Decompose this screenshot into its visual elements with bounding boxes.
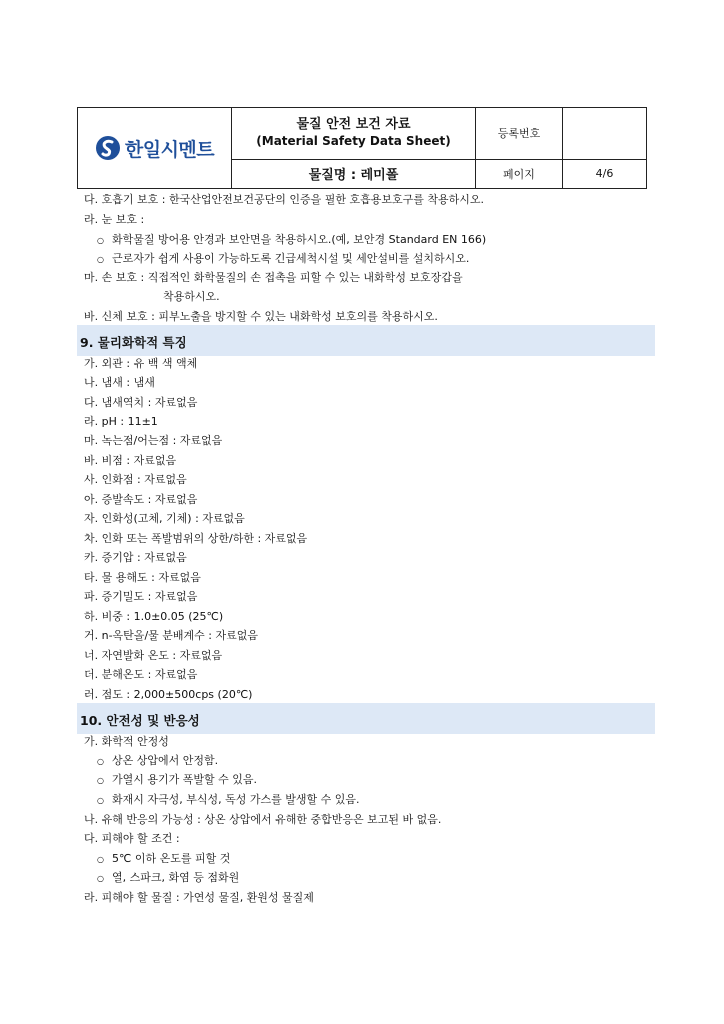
document-title-korean: 물질 안전 보건 자료 (296, 117, 411, 133)
eye-protection-title: 라. 눈 보호 : (84, 213, 145, 226)
material-name: 물질명 : 레미폴 (232, 159, 476, 188)
property-item: 더. 분해온도 : 자료없음 (84, 668, 198, 681)
incompatible-materials: 라. 피해야 할 물질 : 가연성 물질, 환원성 물질제 (84, 891, 314, 904)
stability-title: 가. 화학적 안정성 (84, 735, 169, 748)
company-logo-icon (95, 135, 121, 161)
conditions-to-avoid-bullet: ○ 열, 스파크, 화염 등 점화원 (97, 871, 239, 885)
property-item: 마. 녹는점/어는점 : 자료없음 (84, 434, 223, 447)
section-9-title: 9. 물리화학적 특징 (80, 335, 187, 350)
property-item: 카. 증기압 : 자료없음 (84, 551, 187, 564)
eye-protection-bullet: ○ 화학물질 방어용 안경과 보안면을 착용하시오.(예, 보안경 Standard EN 166) (97, 233, 486, 247)
section-9-heading-bar (77, 325, 655, 356)
section-10-heading-bar (77, 703, 655, 734)
company-logo-cell (78, 108, 232, 189)
respiratory-protection: 다. 호흡기 보호 : 한국산업안전보건공단의 인증을 필한 호흡용보호구를 착용하시오. (84, 193, 484, 206)
conditions-to-avoid-bullet: ○ 5℃ 이하 온도를 피할 것 (97, 852, 230, 866)
page-number: 4/6 (563, 159, 647, 188)
hazardous-reaction: 나. 유해 반응의 가능성 : 상온 상압에서 유해한 중합반응은 보고된 바 없음. (84, 813, 442, 826)
property-item: 러. 점도 : 2,000±500cps (20℃) (84, 688, 253, 701)
registration-number-value (563, 108, 647, 160)
document-title-english: (Material Safety Data Sheet) (256, 134, 451, 149)
section-10-title: 10. 안전성 및 반응성 (80, 713, 200, 728)
property-item: 하. 비중 : 1.0±0.05 (25℃) (84, 610, 224, 623)
property-item: 나. 냄새 : 냄새 (84, 376, 155, 389)
page-label: 페이지 (476, 159, 563, 188)
property-item: 파. 증기밀도 : 자료없음 (84, 590, 198, 603)
property-item: 너. 자연발화 온도 : 자료없음 (84, 649, 223, 662)
registration-number-label: 등록번호 (476, 108, 563, 160)
stability-bullet: ○ 상온 상압에서 안정함. (97, 754, 218, 768)
property-item: 가. 외관 : 유 백 색 액체 (84, 357, 198, 370)
property-item: 다. 냄새역치 : 자료없음 (84, 396, 198, 409)
company-name: 한일시멘트 (124, 138, 215, 161)
company-logo (78, 135, 231, 162)
property-item: 자. 인화성(고체, 기체) : 자료없음 (84, 512, 245, 525)
stability-bullet: ○ 가열시 용기가 폭발할 수 있음. (97, 773, 257, 787)
property-item: 라. pH : 11±1 (84, 415, 158, 428)
hand-protection: 마. 손 보호 : 직접적인 화학물질의 손 접촉을 피할 수 있는 내화학성 보호장갑을 (84, 271, 463, 284)
hand-protection-continued: 착용하시오. (163, 290, 220, 303)
document-title-cell (232, 108, 476, 160)
stability-bullet: ○ 화재시 자극성, 부식성, 독성 가스를 발생할 수 있음. (97, 793, 359, 807)
property-item: 타. 물 용해도 : 자료없음 (84, 571, 201, 584)
property-item: 사. 인화점 : 자료없음 (84, 473, 187, 486)
property-item: 거. n-옥탄올/물 분배계수 : 자료없음 (84, 629, 258, 642)
property-item: 바. 비점 : 자료없음 (84, 454, 177, 467)
property-item: 아. 증발속도 : 자료없음 (84, 493, 198, 506)
property-item: 차. 인화 또는 폭발범위의 상한/하한 : 자료없음 (84, 532, 308, 545)
body-protection: 바. 신체 보호 : 피부노출을 방지할 수 있는 내화학성 보호의를 착용하시오. (84, 310, 438, 323)
conditions-to-avoid-title: 다. 피해야 할 조건 : (84, 832, 180, 845)
eye-protection-bullet: ○ 근로자가 쉽게 사용이 가능하도록 긴급세척시설 및 세안설비를 설치하시오. (97, 252, 469, 266)
document-header-table (77, 107, 647, 189)
